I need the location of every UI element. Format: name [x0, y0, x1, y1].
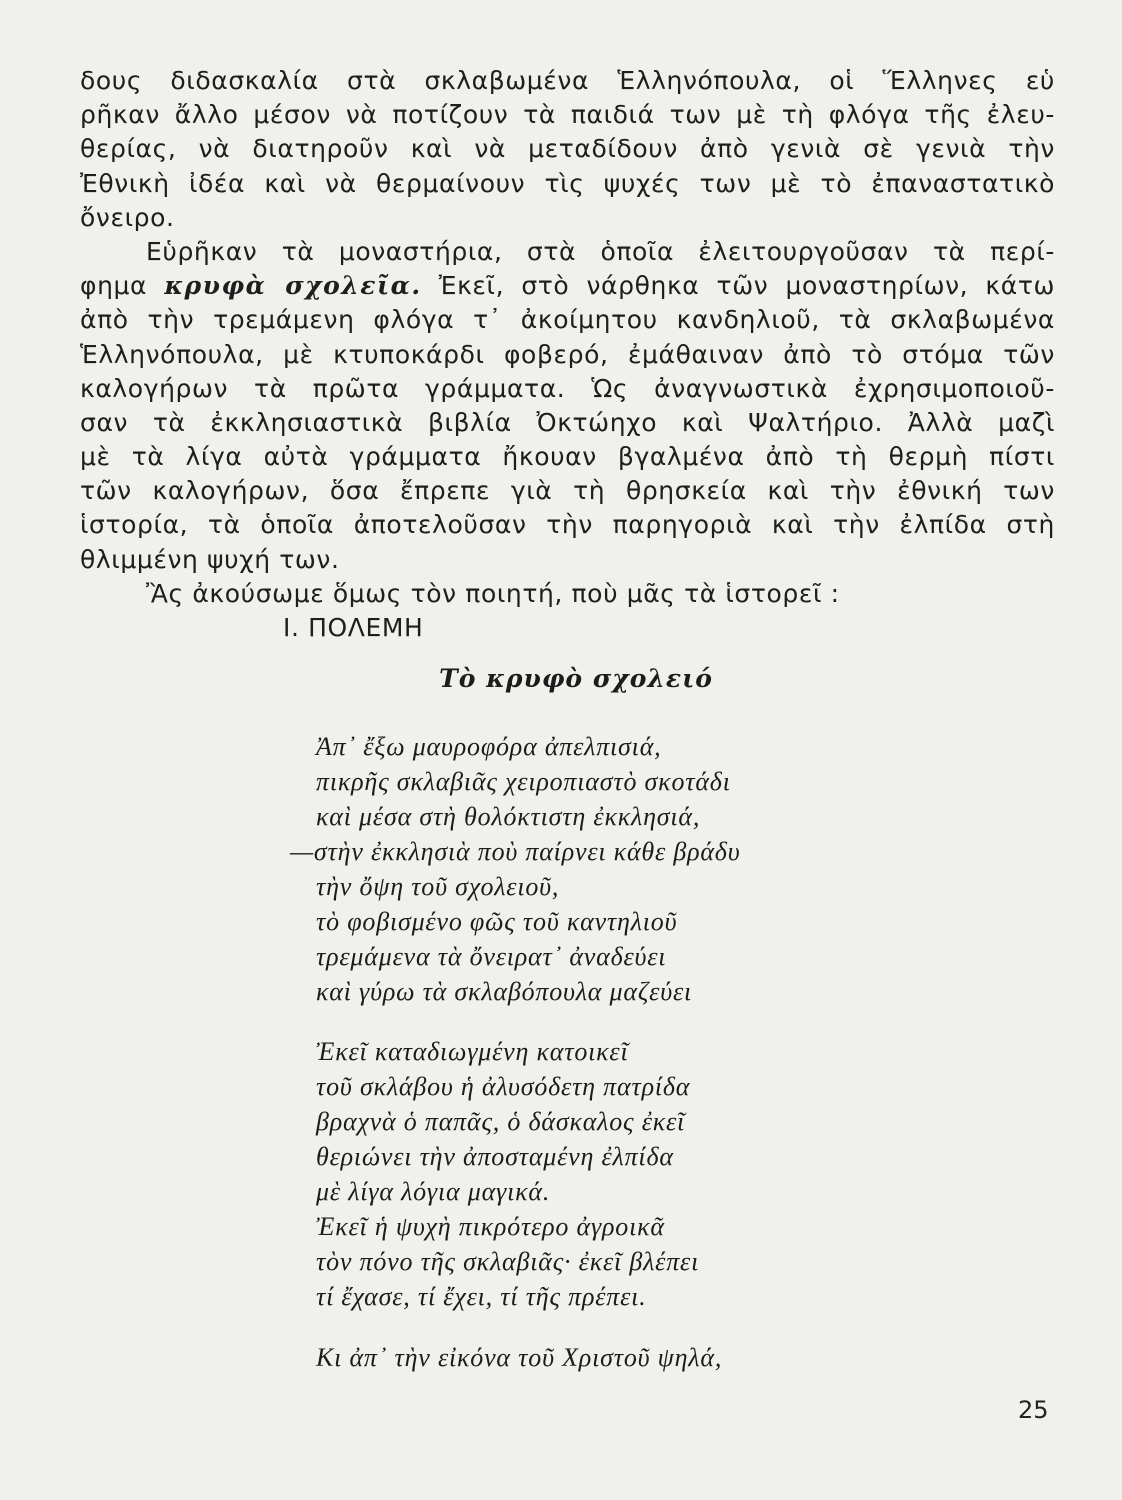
prose-line: μὲ τὰ λίγα αὐτὰ γράμματα ἤκουαν βγαλμένα ἀπὸ τὴ θερμὴ πίστι [80, 442, 1055, 472]
poem-verse: καὶ μέσα στὴ θολόκτιστη ἐκκλησιά, [316, 802, 701, 831]
prose-line: θλιμμένη ψυχή των. [80, 544, 340, 574]
poem-verse: μὲ λίγα λόγια μαγικά. [316, 1177, 551, 1206]
poem-verse: τὸ φοβισμένο φῶς τοῦ καντηλιοῦ [316, 907, 678, 936]
prose-line: ρῆκαν ἄλλο μέσον νὰ ποτίζουν τὰ παιδιά των μὲ τὴ φλόγα τῆς ἐλευ- [80, 100, 1055, 130]
poem-verse: βραχνὰ ὁ παπᾶς, ὁ δάσκαλος ἐκεῖ [316, 1107, 686, 1136]
poem-verse: τοῦ σκλάβου ἡ ἀλυσόδετη πατρίδα [316, 1072, 691, 1101]
prose-line: δους διδασκαλία στὰ σκλαβωμένα Ἑλληνόπουλα, οἱ Ἕλληνες εὑ [80, 66, 1055, 95]
paragraph-first-line: Εὑρῆκαν τὰ μοναστήρια, στὰ ὁποῖα ἐλειτουργοῦσαν τὰ περί- [146, 236, 1055, 266]
poem-verse: καὶ γύρω τὰ σκλαβόπουλα μαζεύει [316, 977, 693, 1006]
prose-line: θερίας, νὰ διατηροῦν καὶ νὰ μεταδίδουν ἀπὸ γενιὰ σὲ γενιὰ τὴν [80, 134, 1055, 164]
poem-verse: —στὴν ἐκκλησιὰ ποὺ παίρνει κάθε βράδυ [290, 837, 741, 866]
poem-verse: θεριώνει τὴν ἀποσταμένη ἐλπίδα [316, 1142, 674, 1171]
poem-stanza-1 [290, 729, 741, 1009]
page-number: 25 [1018, 1396, 1049, 1424]
poem-verse: Ἐκεῖ ἡ ψυχὴ πικρότερο ἀγροικᾶ [316, 1212, 665, 1241]
poem-stanza-3 [316, 1340, 722, 1375]
prose-line: τῶν καλογήρων, ὅσα ἔπρεπε γιὰ τὴ θρησκεία καὶ τὴν ἐθνική των [80, 476, 1055, 506]
prose-line: ἀπὸ τὴν τρεμάμενη φλόγα τ᾽ ἀκοίμητου κανδηλιοῦ, τὰ σκλαβωμένα [80, 305, 1055, 335]
poem-verse: τὴν ὄψη τοῦ σχολειοῦ, [316, 872, 560, 901]
prose-line: Ἂς ἀκούσωμε ὅμως τὸν ποιητή, ποὺ μᾶς τὰ ἱστορεῖ : [146, 578, 840, 608]
prose-line: σαν τὰ ἐκκλησιαστικὰ βιβλία Ὀκτώηχο καὶ Ψαλτήριο. Ἀλλὰ μαζὶ [80, 407, 1055, 437]
poem-stanza-2 [316, 1034, 699, 1314]
poem-verse: Κι ἀπ᾽ τὴν εἰκόνα τοῦ Χριστοῦ ψηλά, [316, 1343, 723, 1372]
poem-verse: τρεμάμενα τὰ ὄνειρατ᾽ ἀναδεύει [316, 942, 667, 971]
prose-line: καλογήρων τὰ πρῶτα γράμματα. Ὡς ἀναγνωστικὰ ἐχρησιμοποιοῦ- [80, 373, 1055, 403]
prose-line: ἱστορία, τὰ ὁποῖα ἀποτελοῦσαν τὴν παρηγοριὰ καὶ τὴν ἐλπίδα στὴ [80, 510, 1055, 540]
prose-block [80, 64, 1055, 645]
prose-line: Ἑλληνόπουλα, μὲ κτυποκάρδι φοβερό, ἐμάθαιναν ἀπὸ τὸ στόμα τῶν [80, 339, 1055, 369]
poem-author: Ι. ΠΟΛΕΜΗ [283, 613, 424, 642]
poem-verse: πικρῆς σκλαβιᾶς χειροπιαστὸ σκοτάδι [316, 767, 731, 796]
prose-text: φημα [80, 271, 148, 301]
prose-line-with-emphasis [80, 269, 1055, 303]
prose-line: Ἐθνικὴ ἰδέα καὶ νὰ θερμαίνουν τὶς ψυχές των μὲ τὸ ἐπαναστατικὸ [80, 168, 1055, 198]
prose-line: ὄνειρο. [80, 202, 175, 232]
prose-text: Ἐκεῖ, στὸ νάρθηκα τῶν μοναστηρίων, κάτω [438, 271, 1056, 301]
poem-verse: τί ἔχασε, τί ἔχει, τί τῆς πρέπει. [316, 1282, 647, 1311]
poem-verse: τὸν πόνο τῆς σκλαβιᾶς· ἐκεῖ βλέπει [316, 1247, 700, 1276]
poem-verse: Ἐκεῖ καταδιωγμένη κατοικεῖ [316, 1037, 629, 1066]
poem-title: Τὸ κρυφὸ σχολειό [439, 664, 713, 693]
emphasis-krypha-scholeia: κρυφὰ σχολεῖα. [164, 271, 422, 301]
poem-verse: Ἀπ᾽ ἔξω μαυροφόρα ἀπελπισιά, [316, 732, 662, 761]
